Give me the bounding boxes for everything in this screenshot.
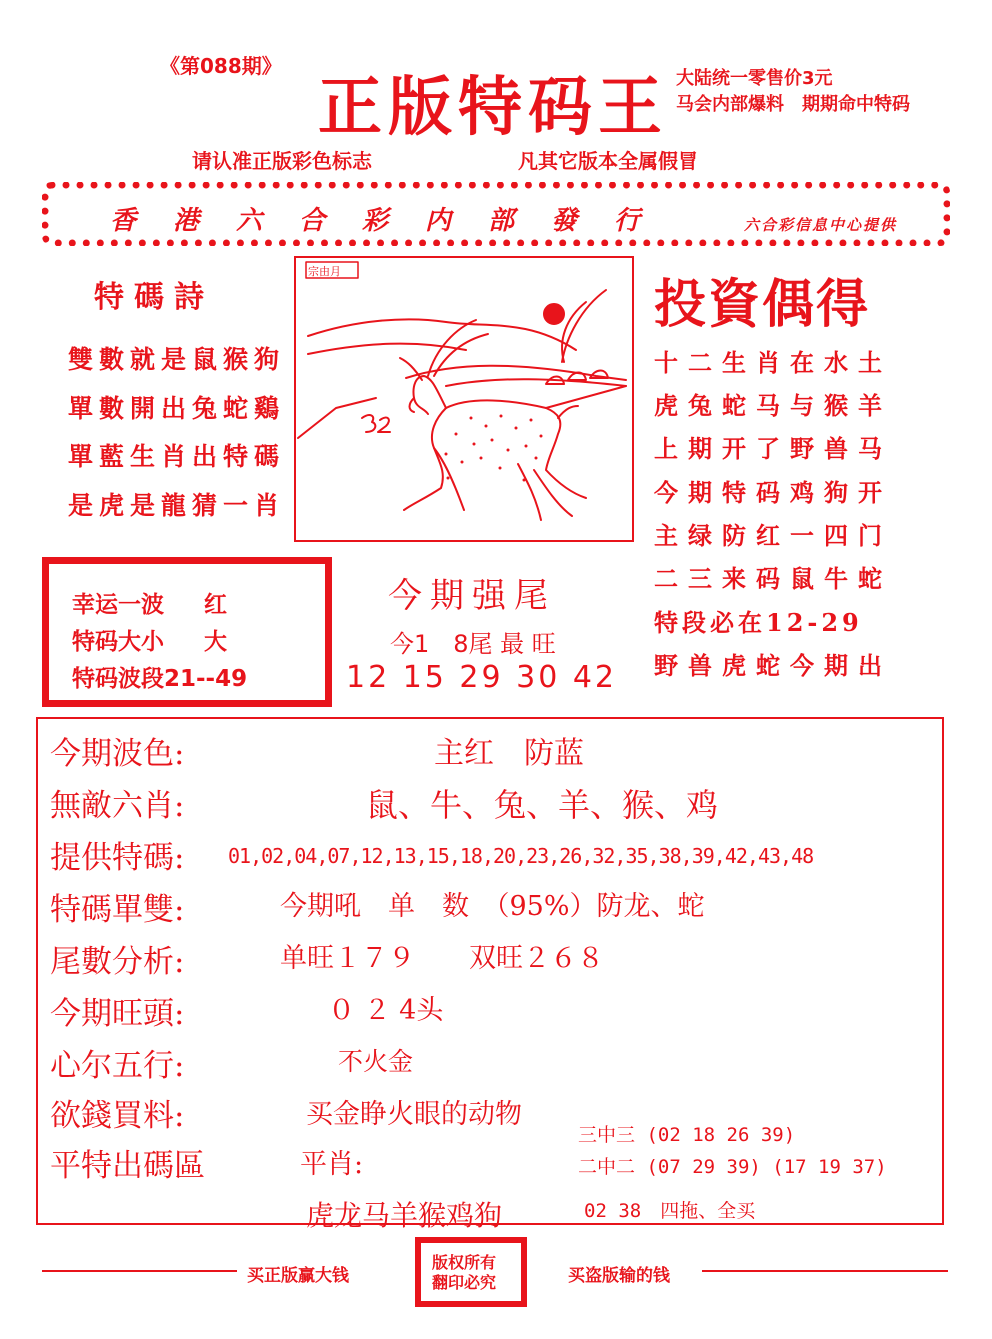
wave-color-value: 主红 防蓝 bbox=[434, 736, 584, 771]
odd-even-value: 今期吼 单 数 （95%）防龙、蛇 bbox=[280, 891, 705, 922]
strong-tail-title: 今期强尾 bbox=[388, 576, 556, 616]
flat-zodiac-label: 平肖: bbox=[300, 1149, 364, 1180]
flat-code-label: 平特出碼區 bbox=[50, 1148, 205, 1184]
codes-value: 01,02,04,07,12,13,15,18,20,23,26,32,35,38,39,42,43,48 bbox=[228, 844, 814, 868]
animals-value: 虎龙马羊猴鸡狗 bbox=[306, 1199, 503, 1232]
poem-line: 是虎是龍猜一肖 bbox=[68, 491, 286, 520]
invest-line: 特段必在12-29 bbox=[654, 608, 863, 637]
luck-label: 幸运一波 bbox=[72, 592, 164, 618]
invest-line: 二三来码鼠牛蛇 bbox=[654, 564, 892, 593]
luck-row-range bbox=[72, 660, 247, 693]
page-title: 正版特码王 bbox=[318, 70, 668, 145]
footer-right-slogan: 买盗版输的钱 bbox=[568, 1266, 670, 1286]
invest-line: 虎兔蛇马与猴羊 bbox=[654, 391, 892, 420]
counterfeit-notice: 凡其它版本全属假冒 bbox=[518, 149, 698, 173]
luck-label: 特码大小 bbox=[72, 629, 164, 655]
five-elements-label: 心尔五行: bbox=[50, 1048, 185, 1084]
banner-main-text: 香港六合彩内部發行 bbox=[110, 206, 678, 236]
copyright-line-1: 版权所有 bbox=[432, 1253, 497, 1272]
copyright-line-2: 翻印必究 bbox=[432, 1273, 497, 1292]
odd-even-label: 特碼單雙: bbox=[50, 892, 185, 928]
codes-label: 提供特碼: bbox=[50, 840, 185, 876]
strong-tail-subtitle: 今1 8尾 最 旺 bbox=[390, 630, 556, 658]
poem-line: 單數開出兔蛇鷄 bbox=[68, 394, 286, 423]
three-hit-value: 三中三 (02 18 26 39) bbox=[578, 1124, 796, 1146]
tail-analysis-label: 尾數分析: bbox=[50, 944, 185, 980]
five-elements-value: 不火金 bbox=[338, 1047, 414, 1076]
invest-line: 上期开了野兽马 bbox=[654, 434, 892, 463]
invest-line: 十二生肖在水土 bbox=[654, 348, 892, 377]
goat-drawing bbox=[296, 258, 632, 540]
luck-value: 大 bbox=[204, 629, 227, 655]
drag-value: 02 38 四拖、全买 bbox=[584, 1200, 756, 1222]
strong-tail-numbers: 12 15 29 30 42 bbox=[346, 660, 618, 695]
wave-color-label: 今期波色: bbox=[50, 736, 185, 772]
six-zodiac-value: 鼠、牛、兔、羊、猴、鸡 bbox=[366, 786, 719, 824]
picture-stamp: 宗由月 bbox=[308, 265, 341, 278]
invest-line: 野兽虎蛇今期出 bbox=[654, 651, 892, 680]
authenticity-notice: 请认准正版彩色标志 bbox=[192, 149, 372, 173]
poem-line: 單藍生肖出特碼 bbox=[68, 442, 286, 471]
luck-row-wave bbox=[72, 586, 227, 619]
poem-line: 雙數就是鼠猴狗 bbox=[68, 345, 286, 374]
banner-side-text: 六合彩信息中心提供 bbox=[744, 216, 898, 234]
footer-divider-left bbox=[42, 1270, 237, 1272]
two-hit-value: 二中二 (07 29 39) (17 19 37) bbox=[578, 1156, 887, 1178]
invest-line: 今期特码鸡狗开 bbox=[654, 478, 892, 507]
luck-value: 红 bbox=[204, 592, 227, 618]
buy-label: 欲錢買料: bbox=[50, 1098, 185, 1134]
six-zodiac-label: 無敵六肖: bbox=[50, 788, 185, 824]
invest-line: 主绿防红一四门 bbox=[654, 521, 892, 550]
luck-label: 特码波段 bbox=[72, 666, 164, 692]
poem-title: 特碼詩 bbox=[94, 280, 214, 315]
luck-row-size bbox=[72, 623, 227, 656]
hot-head-value: ０ ２ 4头 bbox=[328, 995, 444, 1026]
luck-value: 21--49 bbox=[164, 666, 248, 692]
footer-divider-right bbox=[702, 1270, 948, 1272]
goat-illustration bbox=[294, 256, 634, 542]
price-tagline: 大陆统一零售价3元 bbox=[676, 68, 833, 89]
issue-number: 《第088期》 bbox=[160, 54, 282, 78]
footer-left-slogan: 买正版赢大钱 bbox=[247, 1266, 349, 1286]
invest-title: 投資偶得 bbox=[654, 274, 871, 335]
hot-head-label: 今期旺頭: bbox=[50, 996, 185, 1032]
tail-analysis-value: 单旺１７９ 双旺２６８ bbox=[280, 943, 604, 974]
buy-value: 买金睁火眼的动物 bbox=[306, 1099, 522, 1130]
promo-tagline: 马会内部爆料 期期命中特码 bbox=[676, 94, 910, 115]
